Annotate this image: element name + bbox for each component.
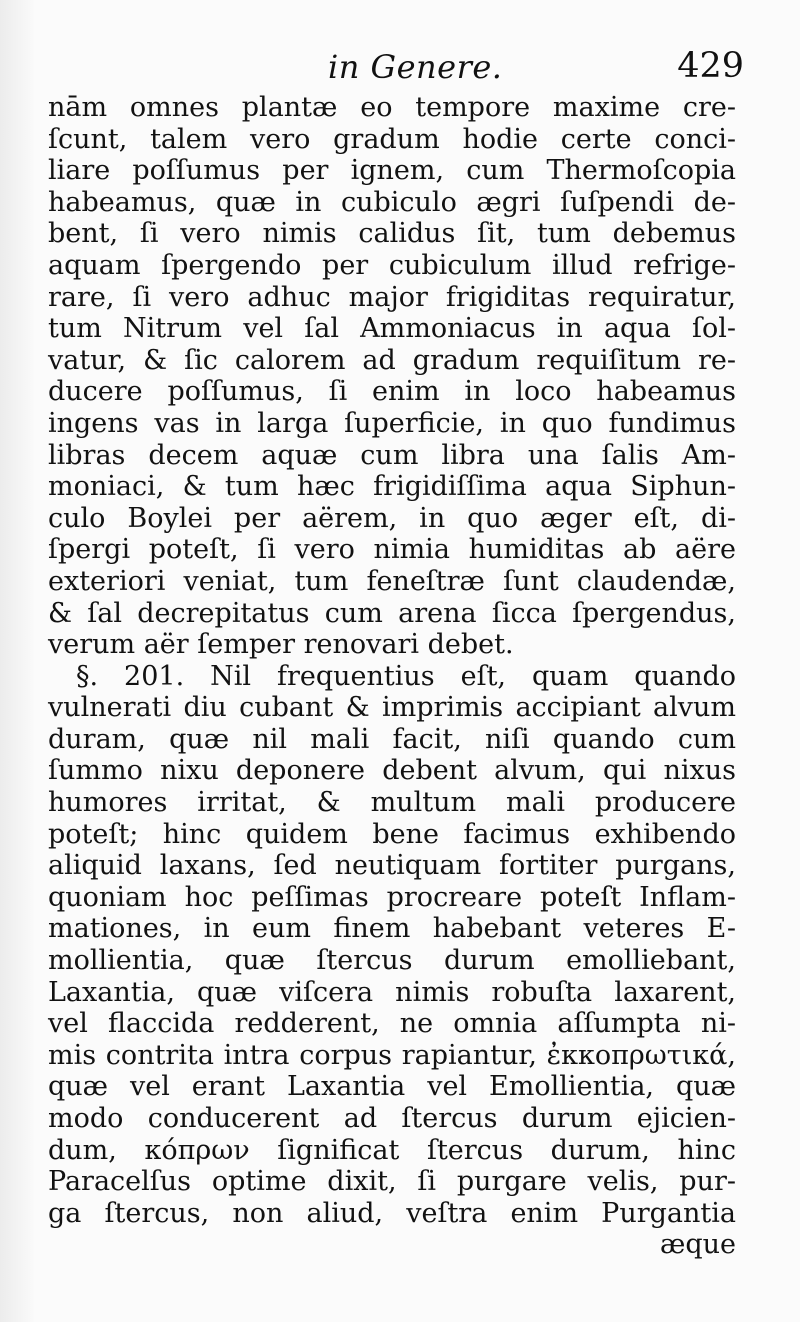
text-line: tum Nitrum vel ſal Ammoniacus in aqua ſol- <box>48 313 736 345</box>
text-line: libras decem aquæ cum libra una ſalis Am- <box>48 439 736 471</box>
text-line: culo Boylei per aërem, in quo æger eſt, di- <box>48 502 736 534</box>
body-text <box>48 92 736 1261</box>
text-line: quoniam hoc peſſimas procreare poteſt Inflam- <box>48 881 736 913</box>
page-number: 429 <box>677 46 744 86</box>
section-201-first-line: §. 201. Nil frequentius eſt, quam quando <box>76 660 736 692</box>
text-line: habeamus, quæ in cubiculo ægri ſuſpendi de- <box>48 186 736 218</box>
text-line: duram, quæ nil mali facit, niſi quando cum <box>48 723 736 755</box>
text-line: aliquid laxans, ſed neutiquam fortiter purgans, <box>48 850 736 882</box>
text-line: & ſal decrepitatus cum arena ſicca ſpergendus, <box>48 597 736 629</box>
paragraph-end-line: verum aër ſemper renovari debet. <box>48 629 514 661</box>
text-line: quæ vel erant Laxantia vel Emollientia, quæ <box>48 1071 736 1103</box>
text-line: aquam ſpergendo per cubiculum illud refrige- <box>48 249 736 281</box>
text-line: vatur, & ſic calorem ad gradum requiſitum re- <box>48 344 736 376</box>
text-line: mationes, in eum finem habebant veteres E- <box>48 913 736 945</box>
page-gutter-shade <box>0 0 34 1322</box>
text-line: ingens vas in larga ſuperficie, in quo fundimus <box>48 407 736 439</box>
text-line: ga ſtercus, non aliud, veſtra enim Purgantia <box>48 1197 736 1229</box>
text-line: exteriori veniat, tum feneſtræ ſunt claudendæ, <box>48 565 736 597</box>
text-line: ſcunt, talem vero gradum hodie certe conci- <box>48 123 736 155</box>
text-line: mis contrita intra corpus rapiantur, ἐκκοπρωτικά, <box>48 1039 736 1071</box>
text-line: moniaci, & tum hæc frigidiſſima aqua Siphun- <box>48 471 736 503</box>
text-line: poteſt; hinc quidem bene facimus exhibendo <box>48 818 736 850</box>
text-line: humores irritat, & multum mali producere <box>48 787 736 819</box>
text-line: vulnerati diu cubant & imprimis accipiant alvum <box>48 692 736 724</box>
catchword: æque <box>659 1229 736 1261</box>
text-line: ſummo nixu deponere debent alvum, qui nixus <box>48 755 736 787</box>
text-line: mollientia, quæ ſtercus durum emolliebant, <box>48 945 736 977</box>
text-line: dum, κόπρων ſignificat ſtercus durum, hinc <box>48 1134 736 1166</box>
text-line: modo conducerent ad ſtercus durum ejicien- <box>48 1103 736 1134</box>
text-line: vel flaccida redderent, ne omnia aſſumpta ni- <box>48 1008 736 1040</box>
text-line: rare, ſi vero adhuc major frigiditas requiratur, <box>48 281 736 313</box>
text-line: nām omnes plantæ eo tempore maxime cre- <box>48 92 736 123</box>
text-line: ducere poſſumus, ſi enim in loco habeamus <box>48 376 736 408</box>
text-line: ſpergi poteſt, ſi vero nimia humiditas ab aëre <box>48 534 736 566</box>
text-line: Laxantia, quæ viſcera nimis robuſta laxarent, <box>48 976 736 1008</box>
page-header <box>48 40 748 88</box>
text-line: liare poſſumus per ignem, cum Thermoſcopia <box>48 155 736 187</box>
text-line: bent, ſi vero nimis calidus ſit, tum debemus <box>48 218 736 250</box>
text-line: Paracelſus optime dixit, ſi purgare velis, pur- <box>48 1166 736 1198</box>
running-head: in Genere. <box>328 48 503 86</box>
